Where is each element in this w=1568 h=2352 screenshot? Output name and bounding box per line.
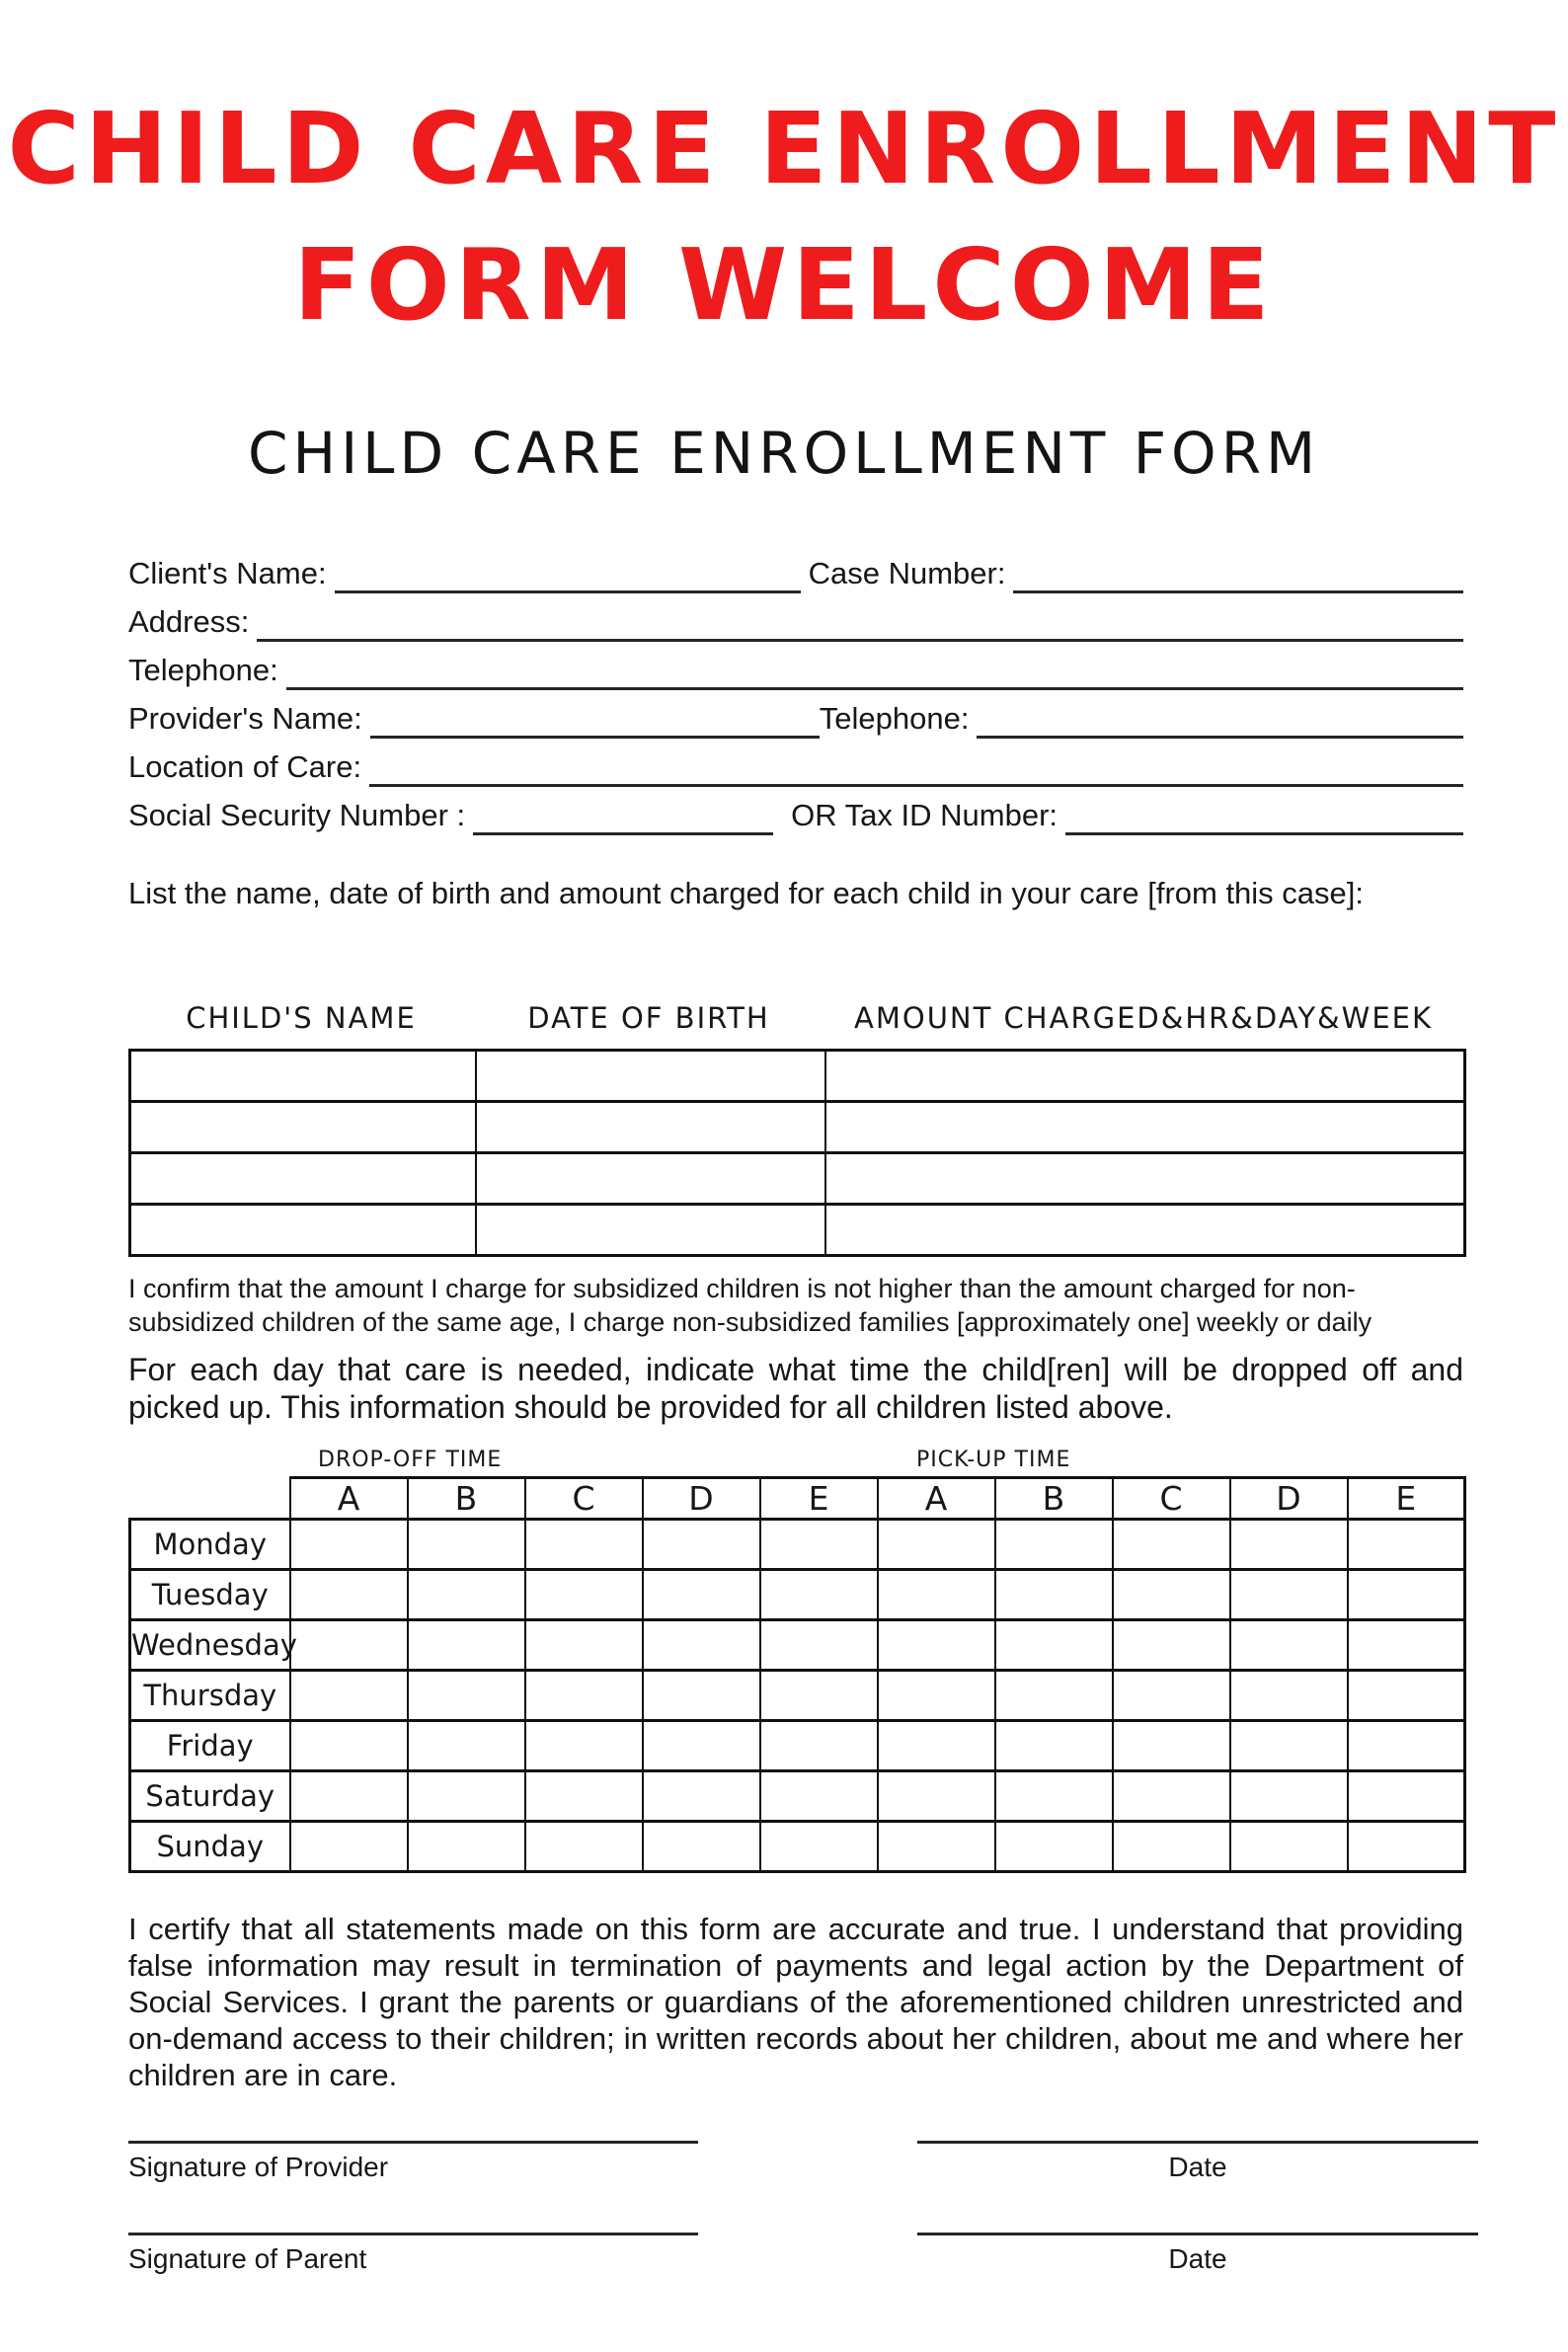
schedule-cell[interactable] [643, 1620, 760, 1671]
schedule-cell[interactable] [878, 1570, 995, 1620]
child-name-cell[interactable] [130, 1102, 476, 1153]
schedule-corner-cell [130, 1478, 290, 1520]
day-label: Wednesday [130, 1620, 290, 1671]
schedule-cell[interactable] [1113, 1520, 1230, 1570]
address-input-line[interactable] [257, 601, 1463, 642]
col-header-dropoff-b: B [408, 1478, 525, 1520]
telephone-label: Telephone: [128, 653, 278, 687]
schedule-cell[interactable] [525, 1570, 643, 1620]
provider-telephone-label: Telephone: [819, 701, 970, 736]
schedule-row-thursday [130, 1671, 1465, 1721]
schedule-cell[interactable] [643, 1771, 760, 1822]
schedule-header-row [130, 1478, 1465, 1520]
child-amount-cell[interactable] [825, 1205, 1465, 1256]
pickup-time-label: PICK-UP TIME [916, 1448, 1071, 1472]
schedule-cell[interactable] [290, 1520, 408, 1570]
schedule-row-wednesday [130, 1620, 1465, 1671]
childs-name-header: CHILD'S NAME [186, 1001, 417, 1035]
schedule-cell[interactable] [643, 1721, 760, 1771]
banner-title-line2: FORM WELCOME [293, 227, 1275, 343]
location-of-care-label: Location of Care: [128, 749, 362, 784]
col-header-pickup-b: B [995, 1478, 1113, 1520]
col-header-dropoff-d: D [643, 1478, 760, 1520]
location-of-care-row [128, 739, 1463, 787]
schedule-cell[interactable] [290, 1570, 408, 1620]
tax-id-label: OR Tax ID Number: [791, 798, 1058, 832]
schedule-cell[interactable] [290, 1822, 408, 1872]
client-name-row [128, 545, 1463, 593]
schedule-cell[interactable] [760, 1822, 878, 1872]
schedule-cell[interactable] [878, 1721, 995, 1771]
ssn-input-line[interactable] [473, 795, 773, 835]
case-number-input-line[interactable] [1013, 553, 1463, 593]
schedule-cell[interactable] [408, 1721, 525, 1771]
parent-date-line[interactable] [917, 2233, 1478, 2275]
provider-date-line[interactable] [917, 2141, 1478, 2183]
schedule-cell[interactable] [290, 1671, 408, 1721]
col-header-pickup-c: C [1113, 1478, 1230, 1520]
schedule-cell[interactable] [1113, 1620, 1230, 1671]
schedule-cell[interactable] [995, 1771, 1113, 1822]
providers-name-input-line[interactable] [370, 698, 820, 739]
child-amount-cell[interactable] [825, 1051, 1465, 1102]
provider-signature-line[interactable] [128, 2141, 698, 2183]
parent-signature-label: Signature of Parent [128, 2243, 367, 2274]
schedule-cell[interactable] [878, 1822, 995, 1872]
provider-name-row [128, 690, 1463, 739]
provider-telephone-input-line[interactable] [977, 698, 1463, 739]
col-header-pickup-d: D [1230, 1478, 1348, 1520]
schedule-cell[interactable] [1113, 1822, 1230, 1872]
schedule-cell[interactable] [408, 1570, 525, 1620]
day-label: Sunday [130, 1822, 290, 1872]
col-header-pickup-e: E [1348, 1478, 1465, 1520]
schedule-row-tuesday [130, 1570, 1465, 1620]
child-amount-cell[interactable] [825, 1102, 1465, 1153]
child-dob-cell[interactable] [476, 1102, 825, 1153]
schedule-cell[interactable] [408, 1620, 525, 1671]
schedule-cell[interactable] [1230, 1570, 1348, 1620]
clients-name-input-line[interactable] [335, 553, 801, 593]
providers-name-label: Provider's Name: [128, 701, 362, 736]
schedule-cell[interactable] [1348, 1822, 1465, 1872]
schedule-cell[interactable] [643, 1570, 760, 1620]
parent-signature-row [128, 2233, 1478, 2275]
schedule-cell[interactable] [995, 1620, 1113, 1671]
schedule-cell[interactable] [878, 1671, 995, 1721]
schedule-cell[interactable] [290, 1721, 408, 1771]
schedule-cell[interactable] [408, 1771, 525, 1822]
child-table-row [130, 1153, 1465, 1205]
form-title: CHILD CARE ENROLLMENT FORM [247, 420, 1321, 487]
schedule-row-saturday [130, 1771, 1465, 1822]
child-amount-cell[interactable] [825, 1153, 1465, 1205]
schedule-cell[interactable] [878, 1620, 995, 1671]
schedule-row-sunday [130, 1822, 1465, 1872]
schedule-cell[interactable] [525, 1671, 643, 1721]
col-header-pickup-a: A [878, 1478, 995, 1520]
schedule-cell[interactable] [525, 1520, 643, 1570]
schedule-cell[interactable] [408, 1822, 525, 1872]
address-row [128, 593, 1463, 642]
child-dob-cell[interactable] [476, 1205, 825, 1256]
ssn-taxid-row [128, 787, 1463, 835]
schedule-cell[interactable] [290, 1620, 408, 1671]
schedule-cell[interactable] [1113, 1671, 1230, 1721]
list-children-instruction: List the name, date of birth and amount charged for each child in your care [from this case]: [128, 876, 1365, 910]
schedule-cell[interactable] [878, 1771, 995, 1822]
day-label: Tuesday [130, 1570, 290, 1620]
schedule-cell[interactable] [1230, 1520, 1348, 1570]
case-number-label: Case Number: [808, 556, 1006, 590]
day-label: Thursday [130, 1671, 290, 1721]
children-table [128, 1049, 1466, 1257]
child-name-cell[interactable] [130, 1153, 476, 1205]
schedule-cell[interactable] [1113, 1721, 1230, 1771]
schedule-cell[interactable] [1230, 1620, 1348, 1671]
contact-fields-section [128, 545, 1463, 835]
parent-signature-line[interactable] [128, 2233, 698, 2275]
schedule-cell[interactable] [760, 1671, 878, 1721]
ssn-label: Social Security Number : [128, 798, 466, 832]
schedule-cell[interactable] [760, 1620, 878, 1671]
child-table-row [130, 1051, 1465, 1102]
child-dob-cell[interactable] [476, 1153, 825, 1205]
schedule-cell[interactable] [1348, 1570, 1465, 1620]
day-label: Saturday [130, 1771, 290, 1822]
telephone-row [128, 642, 1463, 690]
schedule-cell[interactable] [643, 1822, 760, 1872]
schedule-cell[interactable] [995, 1570, 1113, 1620]
schedule-cell[interactable] [878, 1520, 995, 1570]
schedule-cell[interactable] [1348, 1520, 1465, 1570]
schedule-cell[interactable] [1348, 1771, 1465, 1822]
schedule-cell[interactable] [760, 1771, 878, 1822]
child-dob-cell[interactable] [476, 1051, 825, 1102]
schedule-cell[interactable] [1348, 1721, 1465, 1771]
schedule-cell[interactable] [995, 1822, 1113, 1872]
schedule-cell[interactable] [995, 1721, 1113, 1771]
schedule-cell[interactable] [1113, 1570, 1230, 1620]
children-table-headers [128, 1001, 1463, 1035]
schedule-cell[interactable] [1230, 1771, 1348, 1822]
schedule-cell[interactable] [995, 1671, 1113, 1721]
schedule-cell[interactable] [408, 1671, 525, 1721]
provider-date-label: Date [1168, 2152, 1227, 2182]
telephone-input-line[interactable] [286, 650, 1463, 690]
dropoff-time-label: DROP-OFF TIME [318, 1448, 503, 1472]
confirm-statement: I confirm that the amount I charge for subsidized children is not higher than the amount charged for non-subsidized children of the same age, I charge non-subsidized families [approximately one] weekly or daily [128, 1274, 1372, 1337]
col-header-dropoff-c: C [525, 1478, 643, 1520]
provider-signature-row [128, 2141, 1478, 2183]
clients-name-label: Client's Name: [128, 556, 327, 590]
location-of-care-input-line[interactable] [369, 746, 1463, 787]
schedule-row-friday [130, 1721, 1465, 1771]
schedule-cell[interactable] [525, 1620, 643, 1671]
day-label: Monday [130, 1520, 290, 1570]
schedule-cell[interactable] [525, 1771, 643, 1822]
provider-signature-label: Signature of Provider [128, 2152, 389, 2182]
child-name-cell[interactable] [130, 1205, 476, 1256]
schedule-cell[interactable] [525, 1721, 643, 1771]
schedule-cell[interactable] [1230, 1671, 1348, 1721]
banner-title-line1: CHILD CARE ENROLLMENT [7, 91, 1561, 206]
schedule-cell[interactable] [290, 1771, 408, 1822]
certification-statement: I certify that all statements made on this form are accurate and true. I understand that providing false information may result in termination of payments and legal action by the Department of Social Services. I grant the parents or guardians of the aforementioned children unrestricted and on-demand access to their children; in written records about her children, about me and where her children are in care. [128, 1912, 1463, 2092]
page-banner-title [0, 81, 1568, 353]
col-header-dropoff-e: E [760, 1478, 878, 1520]
schedule-cell[interactable] [1113, 1771, 1230, 1822]
schedule-cell[interactable] [525, 1822, 643, 1872]
schedule-instruction: For each day that care is needed, indicate what time the child[ren] will be dropped off and picked up. This information should be provided for all children listed above. [128, 1352, 1463, 1425]
schedule-cell[interactable] [760, 1520, 878, 1570]
child-table-row [130, 1205, 1465, 1256]
day-label: Friday [130, 1721, 290, 1771]
address-label: Address: [128, 604, 250, 639]
schedule-cell[interactable] [1348, 1671, 1465, 1721]
date-of-birth-header: DATE OF BIRTH [527, 1001, 770, 1035]
child-name-cell[interactable] [130, 1051, 476, 1102]
col-header-dropoff-a: A [290, 1478, 408, 1520]
schedule-cell[interactable] [643, 1520, 760, 1570]
schedule-row-monday [130, 1520, 1465, 1570]
schedule-cell[interactable] [1230, 1721, 1348, 1771]
schedule-cell[interactable] [760, 1570, 878, 1620]
schedule-cell[interactable] [408, 1520, 525, 1570]
amount-charged-header: AMOUNT CHARGED&HR&DAY&WEEK [854, 1001, 1433, 1035]
weekly-schedule-table [128, 1476, 1466, 1873]
parent-date-label: Date [1168, 2243, 1227, 2274]
schedule-cell[interactable] [643, 1671, 760, 1721]
schedule-cell[interactable] [1230, 1822, 1348, 1872]
child-table-row [130, 1102, 1465, 1153]
schedule-cell[interactable] [760, 1721, 878, 1771]
tax-id-input-line[interactable] [1065, 795, 1463, 835]
schedule-cell[interactable] [1348, 1620, 1465, 1671]
schedule-cell[interactable] [995, 1520, 1113, 1570]
